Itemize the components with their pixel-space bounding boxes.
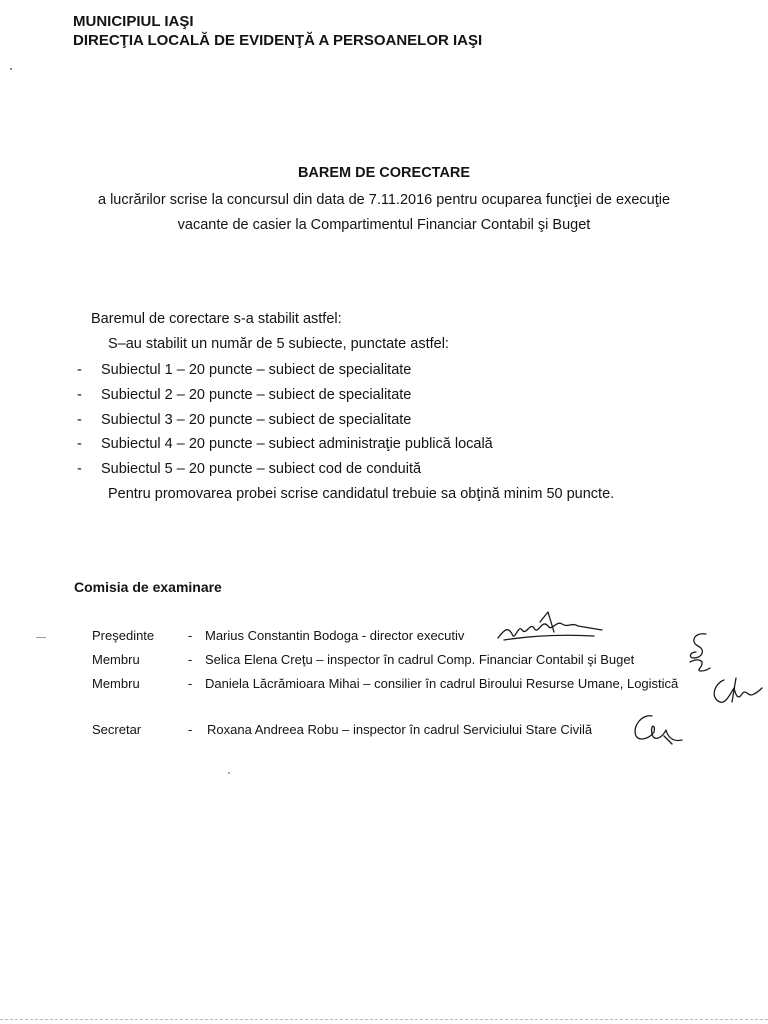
- list-item-text: Subiectul 4 – 20 puncte – subiect administraţie publică locală: [101, 436, 493, 452]
- list-item-text: Subiectul 5 – 20 puncte – subiect cod de conduită: [101, 461, 422, 477]
- member-role: Preşedinte: [92, 628, 155, 643]
- barem-intro: Baremul de corectare s-a stabilit astfel:: [91, 311, 342, 327]
- secretary-details: Roxana Andreea Robu – inspector în cadrul Serviciului Stare Civilă: [207, 722, 593, 737]
- scan-edge-line: [0, 1019, 768, 1021]
- member-dash: -: [188, 652, 193, 667]
- member-dash: -: [188, 722, 193, 737]
- list-bullet: -: [77, 412, 82, 428]
- member-role: Membru: [92, 652, 140, 667]
- scan-speck: [228, 772, 230, 774]
- list-item-text: Subiectul 3 – 20 puncte – subiect de specialitate: [101, 412, 412, 428]
- document-title: BAREM DE CORECTARE: [297, 165, 471, 181]
- member-details: Daniela Lăcrămioara Mihai – consilier în cadrul Biroului Resurse Umane, Logistică: [205, 676, 679, 691]
- president-signature: [490, 608, 610, 648]
- secretary-signature: [628, 708, 688, 748]
- list-bullet: -: [77, 461, 82, 477]
- member-dash: -: [188, 676, 193, 691]
- list-bullet: -: [77, 387, 82, 403]
- member-dash: -: [188, 628, 193, 643]
- list-bullet: -: [77, 436, 82, 452]
- institution-name: MUNICIPIUL IAŞI: [73, 13, 194, 30]
- member-details: Marius Constantin Bodoga - director executiv: [205, 628, 465, 643]
- passing-requirement: Pentru promovarea probei scrise candidatul trebuie sa obţină minim 50 puncte.: [108, 486, 615, 502]
- list-bullet: -: [77, 362, 82, 378]
- scan-mark: [36, 637, 46, 638]
- member-signature-mihai: [706, 672, 766, 712]
- secretary-role: Secretar: [92, 722, 142, 737]
- barem-lead: S–au stabilit un număr de 5 subiecte, punctate astfel:: [108, 336, 449, 352]
- commission-heading: Comisia de examinare: [74, 579, 222, 595]
- subtitle-line-2: vacante de casier la Compartimentul Financiar Contabil şi Buget: [177, 217, 591, 233]
- member-signature-cretu: [680, 628, 720, 674]
- subtitle-line-1: a lucrărilor scrise la concursul din data de 7.11.2016 pentru ocuparea funcţiei de execuţie: [97, 192, 671, 208]
- list-item-text: Subiectul 1 – 20 puncte – subiect de specialitate: [101, 362, 412, 378]
- scan-speck: [10, 68, 12, 70]
- list-item-text: Subiectul 2 – 20 puncte – subiect de specialitate: [101, 387, 412, 403]
- member-details: Selica Elena Creţu – inspector în cadrul Comp. Financiar Contabil şi Buget: [205, 652, 635, 667]
- directorate-name: DIRECŢIA LOCALĂ DE EVIDENŢĂ A PERSOANELOR IAŞI: [73, 32, 483, 49]
- member-role: Membru: [92, 676, 140, 691]
